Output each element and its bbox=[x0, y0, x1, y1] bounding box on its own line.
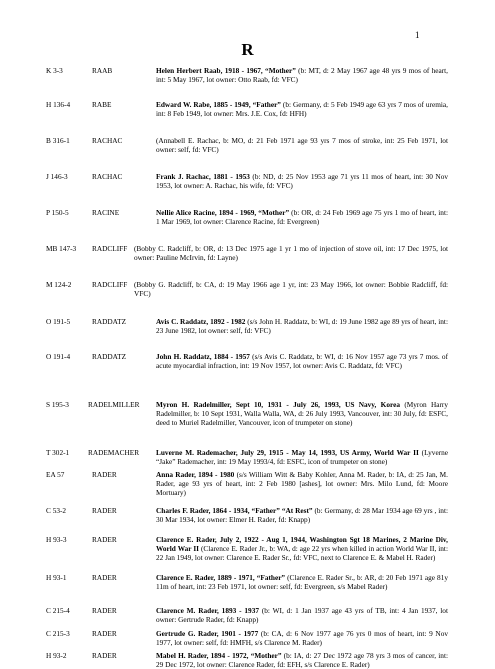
plot-location: T 302-1 bbox=[46, 448, 70, 457]
plot-location: C 215-3 bbox=[46, 629, 70, 638]
entry-details: (b: MT, d: 2 May 1967 age 48 yrs 9 mos of heart, int: 5 May 1967, lot owner: Otto Raab, fd: VFC) bbox=[156, 66, 448, 85]
plot-location: C 215-4 bbox=[46, 606, 70, 615]
entry-text bbox=[134, 280, 448, 298]
surname: RADER bbox=[92, 651, 117, 660]
entry-text bbox=[156, 535, 448, 562]
surname: RACINE bbox=[92, 208, 120, 217]
plot-location: S 195-3 bbox=[46, 400, 69, 409]
surname: RADCLIFF bbox=[92, 244, 128, 253]
deceased-name: Charles F. Rader, 1864 - 1934, “Father” “At Rest” bbox=[156, 506, 313, 515]
plot-location: K 3-3 bbox=[46, 66, 63, 75]
deceased-name: Clarence E. Rader, July 2, 1922 - Aug 1, 1944, Washington Sgt 18 Marines, 2 Marine Div, World War II bbox=[156, 535, 448, 554]
surname: RADCLIFF bbox=[92, 280, 128, 289]
entry-text bbox=[156, 208, 448, 226]
section-letter: R bbox=[241, 40, 254, 59]
surname: RADER bbox=[92, 470, 117, 479]
plot-location: H 93-1 bbox=[46, 573, 67, 582]
surname: RADER bbox=[92, 535, 117, 544]
plot-location: O 191-5 bbox=[46, 317, 71, 326]
entry-details: (s/s Avis C. Raddatz, b: WI, d: 16 Nov 1957 age 73 yrs 7 mos. of acute myocardial infraction, int: 19 Nov 1957, lot owner: Avis C. Raddatz, fd: VFC) bbox=[156, 352, 448, 371]
surname: RACHAC bbox=[92, 172, 123, 181]
deceased-name: Clarence E. Rader, 1889 - 1971, “Father” bbox=[156, 573, 286, 582]
deceased-name: Nellie Alice Racine, 1894 - 1969, “Mother” bbox=[156, 208, 290, 217]
plot-location: P 150-5 bbox=[46, 208, 69, 217]
surname: RADER bbox=[92, 629, 117, 638]
surname: RAAB bbox=[92, 66, 113, 75]
deceased-name: Luverne M. Rademacher, July 29, 1915 - May 14, 1993, US Army, World War II bbox=[156, 448, 419, 457]
entry-details: (Lyverne “Jake” Rademacher, int: 19 May 1993/4, fd: ESFC, icon of trumpeter on stone) bbox=[156, 448, 448, 467]
entry-text bbox=[156, 629, 448, 647]
deceased-name: Mabel H. Rader, 1894 - 1972, “Mother” bbox=[156, 651, 282, 660]
entry-text bbox=[156, 100, 448, 118]
plot-location: M 124-2 bbox=[46, 280, 72, 289]
entry-text bbox=[134, 244, 448, 262]
entry-details: (b: OR, d: 24 Feb 1969 age 75 yrs 1 mo of heart, int: 1 Mar 1969, lot owner: Clarence Racine, fd: Evergreen) bbox=[156, 208, 448, 227]
plot-location: B 316-1 bbox=[46, 136, 70, 145]
entry-details: (Bobby C. Radcliff, b: OR, d: 13 Dec 1975 age 1 yr 1 mo of injection of stove oil, int: 17 Dec 1975, lot owner: Pauline McIrvin, fd: Layne) bbox=[134, 244, 448, 263]
plot-location: C 53-2 bbox=[46, 506, 67, 515]
surname: RADER bbox=[92, 606, 117, 615]
surname: RADEMACHER bbox=[88, 448, 140, 457]
entry-text bbox=[156, 448, 448, 466]
entry-text bbox=[156, 136, 448, 154]
entry-details: (Bobby G. Radcliff, b: CA, d: 19 May 1966 age 1 yr, int: 23 May 1966, lot owner: Bobbie Radcliff, fd: VFC) bbox=[134, 280, 448, 299]
entry-details: (Clarence E. Rader Sr., b: AR, d: 20 Feb 1971 age 81y 11m of heart, int: 23 Feb 1971, lot owner: self, fd: Evergreen, s/s Mabel Rader) bbox=[156, 573, 448, 592]
surname: RADDATZ bbox=[92, 352, 127, 361]
deceased-name: John H. Raddatz, 1884 - 1957 bbox=[156, 352, 250, 361]
entry-text bbox=[156, 352, 448, 370]
entry-text bbox=[156, 172, 448, 190]
plot-location: H 93-2 bbox=[46, 651, 67, 660]
entry-details: (Myron Harry Radelmiller, b: 10 Sept 1931, Walla Walla, WA, d: 26 July 1993, Vancouver, int: 30 July, fd: ESFC, deed to Muriel Radelmiller, Vancouver, icon of trumpeter on stone) bbox=[156, 400, 448, 428]
deceased-name: Frank J. Rachac, 1881 - 1953 bbox=[156, 172, 250, 181]
plot-location: J 146-3 bbox=[46, 172, 68, 181]
page-number: 1 bbox=[415, 30, 420, 40]
surname: RADELMILLER bbox=[88, 400, 140, 409]
surname: RABE bbox=[92, 100, 112, 109]
entry-details: (Clarence E. Rader Jr., b: WA, d: age 22 yrs when killed in action World War II, int: 22 Jan 1949, lot owner: Clarence E. Rader Sr., fd: VFC, next to Clarence E. & Mabel H. Rader) bbox=[156, 544, 448, 563]
deceased-name: Edward W. Rabe, 1885 - 1949, “Father” bbox=[156, 100, 281, 109]
entry-details: (s/s William Witt & Baby Kohler, Anna M. Rader, b: IA, d: 25 Jan, M. Rader, age 93 yrs of heart, int: 2 Feb 1980 [ashes], lot owner: Mrs. Milo Lund, fd: Moore Mortuary) bbox=[156, 470, 448, 498]
surname: RADER bbox=[92, 506, 117, 515]
entry-details: (b: WI, d: 1 Jan 1937 age 43 yrs of TB, int: 4 Jan 1937, lot owner: Gertrude Rader, fd: Knapp) bbox=[156, 606, 448, 625]
plot-location: H 136-4 bbox=[46, 100, 71, 109]
entry-details: (b: IA, d: 27 Dec 1972 age 78 yrs 3 mos of cancer, int: 29 Dec 1972, lot owner: Clarence Rader, fd: EFH, s/s Clarence E. Rader) bbox=[156, 651, 449, 669]
deceased-name: Clarence M. Rader, 1893 - 1937 bbox=[156, 606, 259, 615]
entry-text bbox=[156, 400, 448, 427]
entry-text bbox=[156, 470, 448, 497]
plot-location: O 191-4 bbox=[46, 352, 71, 361]
entry-details: (b: ND, d: 25 Nov 1953 age 71 yrs 11 mos of heart, int: 30 Nov 1953, lot owner: A. Rachac, his wife, fd: VFC) bbox=[156, 172, 448, 191]
entry-details: (b: Germany, d: 28 Mar 1934 age 69 yrs , int: 30 Mar 1934, lot owner: Elmer H. Rader, fd: Knapp) bbox=[156, 506, 449, 525]
entry-text bbox=[156, 317, 448, 335]
entry-details: (b: CA, d: 6 Nov 1977 age 76 yrs 0 mos of heart, int: 9 Nov 1977, lot owner: self, fd: HMFH, s/s Clarence M. Rader) bbox=[156, 629, 448, 648]
surname: RACHAC bbox=[92, 136, 123, 145]
deceased-name: Anna Rader, 1894 - 1980 bbox=[156, 470, 235, 479]
deceased-name: Helen Herbert Raab, 1918 - 1967, “Mother” bbox=[156, 66, 296, 75]
entry-details: (Annabell E. Rachac, b: MO, d: 21 Feb 1971 age 93 yrs 7 mos of stroke, int: 25 Feb 1971, lot owner: self, fd: VFC) bbox=[156, 136, 448, 155]
deceased-name: Avis C. Raddatz, 1892 - 1982 bbox=[156, 317, 246, 326]
entry-text bbox=[156, 651, 448, 669]
entry-details: (s/s John H. Raddatz, b: WI, d: 19 June 1982 age 89 yrs of heart, int: 23 June 1982, lot owner: self, fd: VFC) bbox=[156, 317, 448, 336]
plot-location: EA 57 bbox=[46, 470, 65, 479]
entry-text bbox=[156, 573, 448, 591]
deceased-name: Gertrude G. Rader, 1901 - 1977 bbox=[156, 629, 259, 638]
deceased-name: Myron H. Radelmiller, Sept 10, 1931 - July 26, 1993, US Navy, Korea bbox=[156, 400, 401, 409]
entry-text bbox=[156, 606, 448, 624]
entry-text bbox=[156, 66, 448, 84]
surname: RADDATZ bbox=[92, 317, 127, 326]
plot-location: H 93-3 bbox=[46, 535, 67, 544]
surname: RADER bbox=[92, 573, 117, 582]
entry-text bbox=[156, 506, 448, 524]
entry-details: (b: Germany, d: 5 Feb 1949 age 63 yrs 7 mos of uremia, int: 8 Feb 1949, lot owner: Mrs. J.E. Cox, fd: HFH) bbox=[156, 100, 448, 119]
plot-location: MB 147-3 bbox=[46, 244, 77, 253]
